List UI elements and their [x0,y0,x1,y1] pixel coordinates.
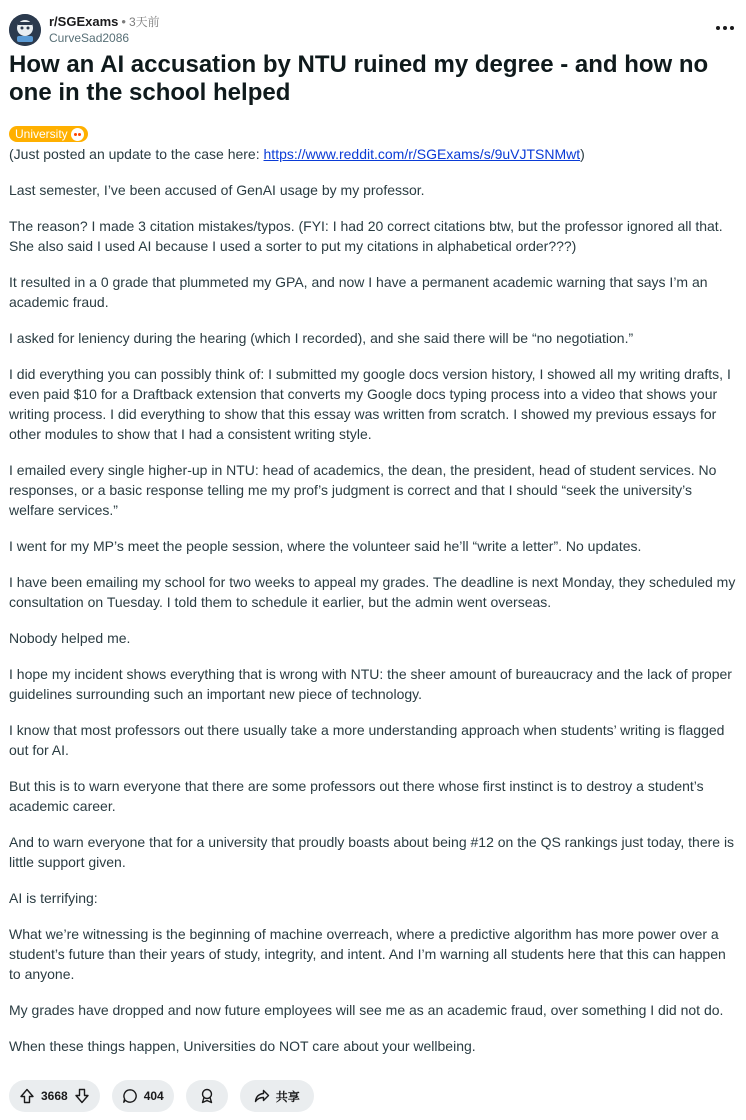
share-icon [254,1088,270,1104]
body-paragraph: I went for my MP’s meet the people session, where the volunteer said he’ll “write a letter”. No updates. [9,538,642,554]
flair-label: University [15,127,68,141]
body-paragraph: AI is terrifying: [9,890,98,906]
body-paragraph: I emailed every single higher-up in NTU: head of academics, the dean, the president, head of student services. No responses, or a basic response telling me my prof’s judgment is correct and that I should “seek the university’s welfare services.” [9,462,717,518]
upvote-icon[interactable] [19,1088,35,1104]
snoo-emoji-icon [71,128,84,141]
body-paragraph: I asked for leniency during the hearing (which I recorded), and she said there will be “no negotiation.” [9,330,634,346]
subreddit-avatar-icon[interactable] [9,14,41,46]
subreddit-name[interactable]: r/SGExams [49,14,119,29]
vote-control [9,1080,100,1112]
post-header [9,12,737,48]
comment-count: 404 [143,1089,164,1103]
post-author[interactable]: CurveSad2086 [49,31,130,45]
body-paragraph: I did everything you can possibly think of: I submitted my google docs version history, I showed all my writing drafts, I even paid $10 for a Draftback extension that converts my Google docs typing process into a video that shows your writing process. I did everything to show that this essay was written from scratch. I showed my previous essays for other modules to show that I had a consistent writing style. [9,366,731,442]
meta-separator: • [121,14,126,29]
comment-icon [122,1088,138,1104]
body-paragraph: Last semester, I’ve been accused of GenAI usage by my professor. [9,182,425,198]
more-options-icon[interactable] [713,18,737,38]
post-body [9,144,739,1072]
body-paragraph: I have been emailing my school for two weeks to appeal my grades. The deadline is next Monday, they scheduled my consultation on Tuesday. I told them to schedule it earlier, but the admin went overseas. [9,574,736,610]
comments-button[interactable] [112,1080,174,1112]
downvote-icon[interactable] [74,1088,90,1104]
body-paragraph: I hope my incident shows everything that is wrong with NTU: the sheer amount of bureaucracy and the lack of proper guidelines surrounding such an important new piece of technology. [9,666,732,702]
post-time: 3天前 [128,15,160,29]
body-paragraph: When these things happen, Universities do NOT care about your wellbeing. [9,1038,476,1054]
post-title[interactable]: How an AI accusation by NTU ruined my degree - and how no one in the school helped [9,51,709,106]
body-paragraph: My grades have dropped and now future employees will see me as an academic fraud, over something I did not do. [9,1002,724,1018]
update-line: (Just posted an update to the case here: https://www.reddit.com/r/SGExams/s/9uVJTSNMwt) [9,146,585,162]
post-flair[interactable] [9,126,88,142]
update-link[interactable]: https://www.reddit.com/r/SGExams/s/9uVJTSNMwt [263,146,581,162]
body-paragraph: It resulted in a 0 grade that plummeted my GPA, and now I have a permanent academic warning that says I’m an academic fraud. [9,274,708,310]
body-paragraph: I know that most professors out there usually take a more understanding approach when students’ writing is flagged out for AI. [9,722,725,758]
post-action-bar [9,1080,314,1112]
post-meta [49,14,160,30]
share-button[interactable] [240,1080,314,1112]
body-paragraph: Nobody helped me. [9,630,131,646]
share-label: 共享 [275,1089,300,1104]
award-button[interactable] [186,1080,228,1112]
vote-count: 3668 [41,1089,68,1103]
body-paragraph: The reason? I made 3 citation mistakes/typos. (FYI: I had 20 correct citations btw, but the professor ignored all that. She also said I used AI because I used a sorter to put my citations in alphabetical order???) [9,218,723,254]
body-paragraph: What we’re witnessing is the beginning of machine overreach, where a predictive algorithm has more power over a student’s future than their years of study, integrity, and intent. And I’m warning all students here that this can happen to anyone. [9,926,726,982]
body-paragraph: And to warn everyone that for a university that proudly boasts about being #12 on the QS rankings just today, there is little support given. [9,834,735,870]
award-icon [199,1088,215,1104]
body-paragraph: But this is to warn everyone that there are some professors out there whose first instinct is to destroy a student’s academic career. [9,778,704,814]
